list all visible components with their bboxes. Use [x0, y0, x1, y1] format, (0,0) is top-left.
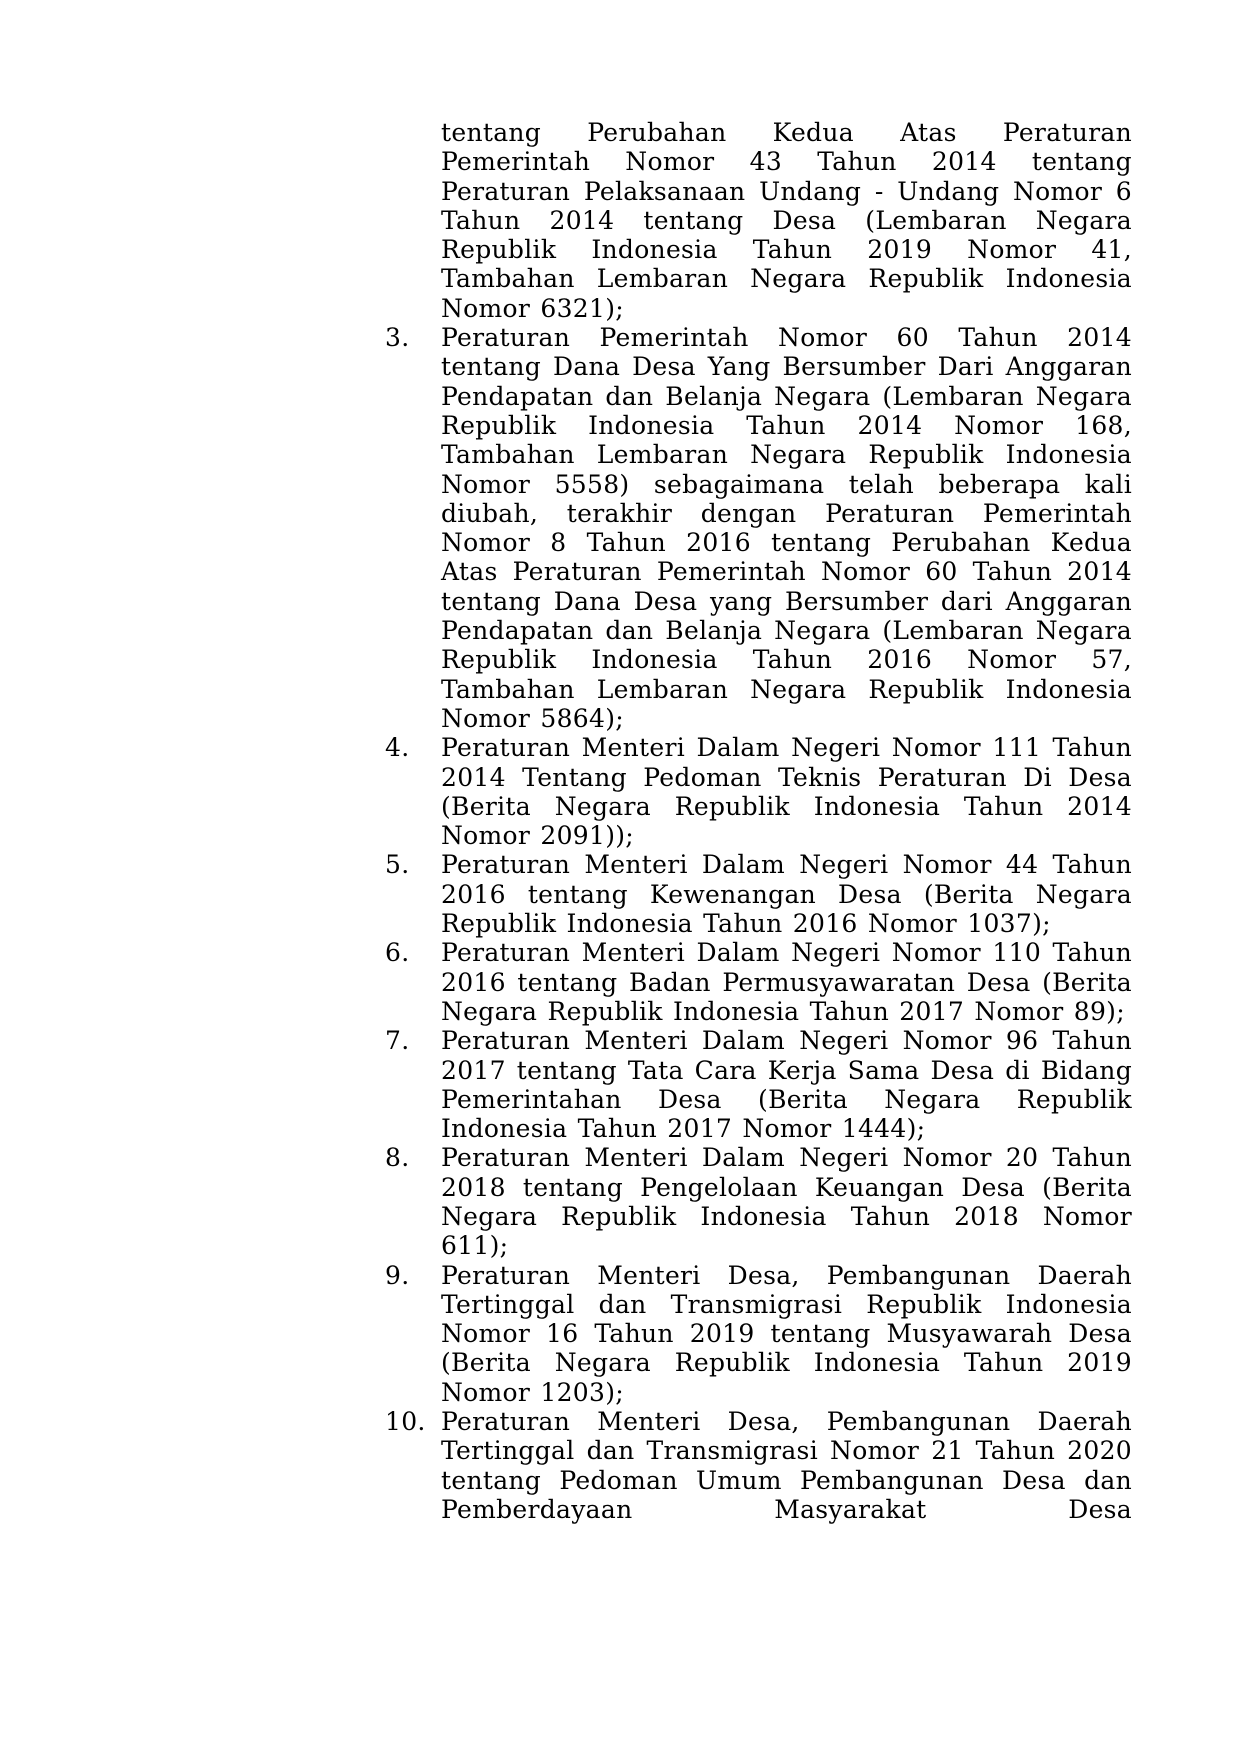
- list-item: [385, 1026, 1132, 1144]
- list-item: [385, 733, 1132, 851]
- list-item: [385, 1260, 1132, 1407]
- list-item-text: Peraturan Menteri Dalam Negeri Nomor 20 Tahun 2018 tentang Pengelolaan Keuangan Desa (Berita Negara Republik Indonesia Tahun 2018 Nomor 611);: [441, 1143, 1132, 1261]
- list-item-number: 8.: [385, 1143, 410, 1173]
- list-item: [385, 1407, 1132, 1524]
- list-item-number: 10.: [385, 1407, 426, 1437]
- list-item-text: Peraturan Menteri Dalam Negeri Nomor 44 Tahun 2016 tentang Kewenangan Desa (Berita Negara Republik Indonesia Tahun 2016 Nomor 1037);: [441, 850, 1132, 939]
- list-item: [385, 1143, 1132, 1261]
- list-item-number: 5.: [385, 850, 410, 880]
- list-item-text: Peraturan Menteri Desa, Pembangunan Daerah Tertinggal dan Transmigrasi Nomor 21 Tahun 2020 tentang Pedoman Umum Pembangunan Desa dan Pemberdayaan Masyarakat Desa: [441, 1407, 1132, 1524]
- list-item-text: tentang Perubahan Kedua Atas Peraturan Pemerintah Nomor 43 Tahun 2014 tentang Peraturan Pelaksanaan Undang - Undang Nomor 6 Tahun 2014 tentang Desa (Lembaran Negara Republik Indonesia Tahun 2019 Nomor 41, Tambahan Lembaran Negara Republik Indonesia Nomor 6321);: [441, 118, 1132, 323]
- list-item: [385, 938, 1132, 1026]
- list-item-text: Peraturan Menteri Dalam Negeri Nomor 96 Tahun 2017 tentang Tata Cara Kerja Sama Desa di Bidang Pemerintahan Desa (Berita Negara Republik Indonesia Tahun 2017 Nomor 1444);: [441, 1026, 1132, 1144]
- list-item-text: Peraturan Menteri Desa, Pembangunan Daerah Tertinggal dan Transmigrasi Republik Indonesia Nomor 16 Tahun 2019 tentang Musyawarah Desa (Berita Negara Republik Indonesia Tahun 2019 Nomor 1203);: [441, 1260, 1132, 1407]
- list-item-text: Peraturan Menteri Dalam Negeri Nomor 111 Tahun 2014 Tentang Pedoman Teknis Peraturan Di Desa (Berita Negara Republik Indonesia Tahun 2014 Nomor 2091));: [441, 733, 1132, 851]
- list-item-number: 7.: [385, 1026, 410, 1056]
- list-item-number: 9.: [385, 1260, 410, 1290]
- list-item: [385, 850, 1132, 939]
- list-item-text: Peraturan Menteri Dalam Negeri Nomor 110 Tahun 2016 tentang Badan Permusyawaratan Desa (Berita Negara Republik Indonesia Tahun 2017 Nomor 89);: [441, 938, 1132, 1026]
- list-item-number: 4.: [385, 733, 410, 763]
- list-item-continuation: [385, 118, 1132, 323]
- list-item-number: 6.: [385, 938, 410, 968]
- list-item-number: 3.: [385, 323, 410, 353]
- list-item: [385, 323, 1132, 733]
- list-item-text: Peraturan Pemerintah Nomor 60 Tahun 2014 tentang Dana Desa Yang Bersumber Dari Anggaran Pendapatan dan Belanja Negara (Lembaran Negara Republik Indonesia Tahun 2014 Nomor 168, Tambahan Lembaran Negara Republik Indonesia Nomor 5558) sebagaimana telah beberapa kali diubah, terakhir dengan Peraturan Pemerintah Nomor 8 Tahun 2016 tentang Perubahan Kedua Atas Peraturan Pemerintah Nomor 60 Tahun 2014 tentang Dana Desa yang Bersumber dari Anggaran Pendapatan dan Belanja Negara (Lembaran Negara Republik Indonesia Tahun 2016 Nomor 57, Tambahan Lembaran Negara Republik Indonesia Nomor 5864);: [441, 323, 1132, 733]
- legal-reference-list: [385, 118, 1132, 1524]
